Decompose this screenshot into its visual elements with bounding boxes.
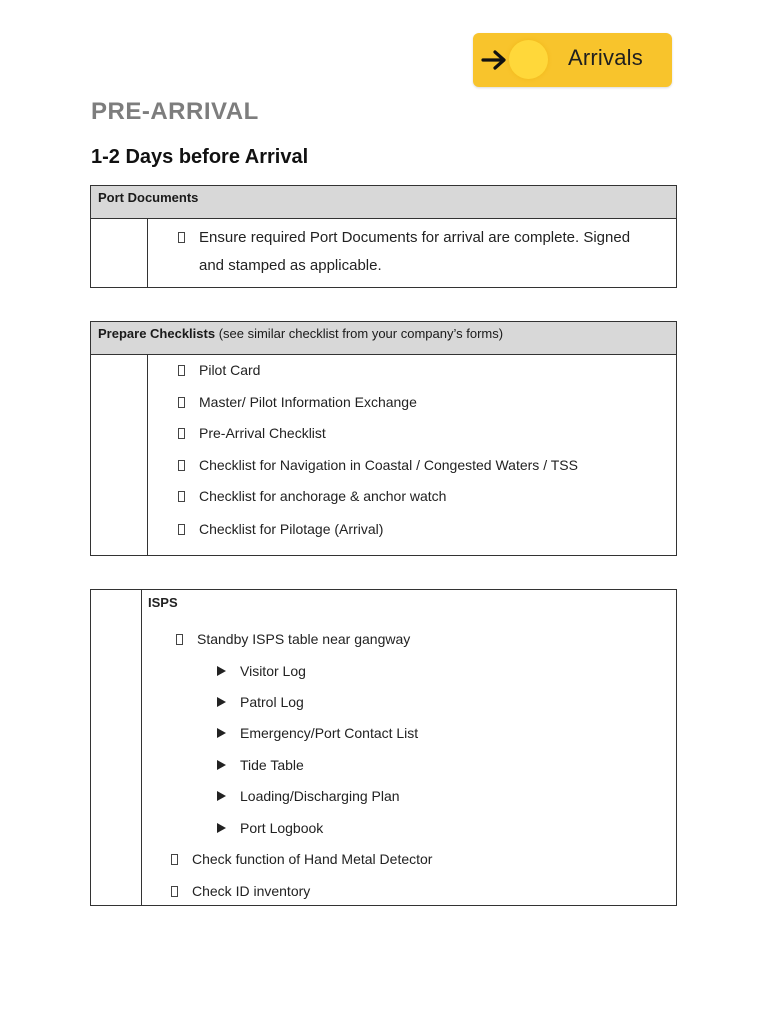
- page-title: PRE-ARRIVAL: [91, 98, 259, 125]
- checkbox-icon: [171, 886, 178, 897]
- checklists-header: [91, 322, 676, 355]
- port-documents-check-column: [91, 219, 148, 287]
- port-documents-body: [91, 219, 676, 287]
- list-item: Check ID inventory: [171, 883, 310, 899]
- badge-label: Arrivals: [568, 45, 643, 70]
- arrivals-badge: [473, 33, 672, 87]
- sub-list-item: Port Logbook: [217, 820, 323, 836]
- list-item: Master/ Pilot Information Exchange: [178, 394, 417, 410]
- checkbox-icon: [178, 365, 185, 376]
- isps-table: [90, 589, 677, 906]
- arrow-right-icon: [481, 45, 509, 75]
- checkbox-icon: [178, 524, 185, 535]
- checklists-check-column: [91, 355, 148, 555]
- port-documents-header: [91, 186, 676, 219]
- list-item: Standby ISPS table near gangway: [176, 631, 410, 647]
- checkbox-icon: [178, 232, 185, 243]
- checkbox-icon: [176, 634, 183, 645]
- checkbox-icon: [171, 854, 178, 865]
- isps-check-column: [91, 590, 142, 905]
- list-item: Checklist for Navigation in Coastal / Congested Waters / TSS: [178, 457, 578, 473]
- arrow-bullet-icon: [217, 728, 226, 738]
- sub-list-item: Visitor Log: [217, 663, 306, 679]
- checkbox-icon: [178, 491, 185, 502]
- checklists-title: Prepare Checklists: [98, 326, 216, 341]
- sub-list-item: Emergency/Port Contact List: [217, 725, 418, 741]
- list-item: Ensure required Port Documents for arrival are complete. Signed: [178, 229, 630, 246]
- checkbox-icon: [178, 397, 185, 408]
- sub-list-item: Loading/Discharging Plan: [217, 788, 400, 804]
- list-item: Checklist for anchorage & anchor watch: [178, 488, 446, 504]
- checklists-body: [91, 355, 676, 555]
- port-documents-title: Port Documents: [98, 190, 199, 205]
- list-item: Pilot Card: [178, 362, 260, 378]
- isps-title: ISPS: [148, 595, 178, 610]
- arrow-bullet-icon: [217, 791, 226, 801]
- list-item: Checklist for Pilotage (Arrival): [178, 521, 383, 537]
- arrow-bullet-icon: [217, 697, 226, 707]
- sub-list-item: Patrol Log: [217, 694, 304, 710]
- list-item: Check function of Hand Metal Detector: [171, 851, 432, 867]
- arrow-bullet-icon: [217, 823, 226, 833]
- sun-circle-icon: [509, 40, 548, 79]
- arrow-bullet-icon: [217, 760, 226, 770]
- checkbox-icon: [178, 428, 185, 439]
- checklists-table: [90, 321, 677, 556]
- checklists-note: (see similar checklist from your company’s forms): [215, 326, 504, 341]
- section-subtitle: 1-2 Days before Arrival: [91, 146, 309, 168]
- arrow-bullet-icon: [217, 666, 226, 676]
- list-item-continuation: and stamped as applicable.: [199, 257, 382, 274]
- checkbox-icon: [178, 460, 185, 471]
- port-documents-table: [90, 185, 677, 288]
- list-item: Pre-Arrival Checklist: [178, 425, 326, 441]
- sub-list-item: Tide Table: [217, 757, 304, 773]
